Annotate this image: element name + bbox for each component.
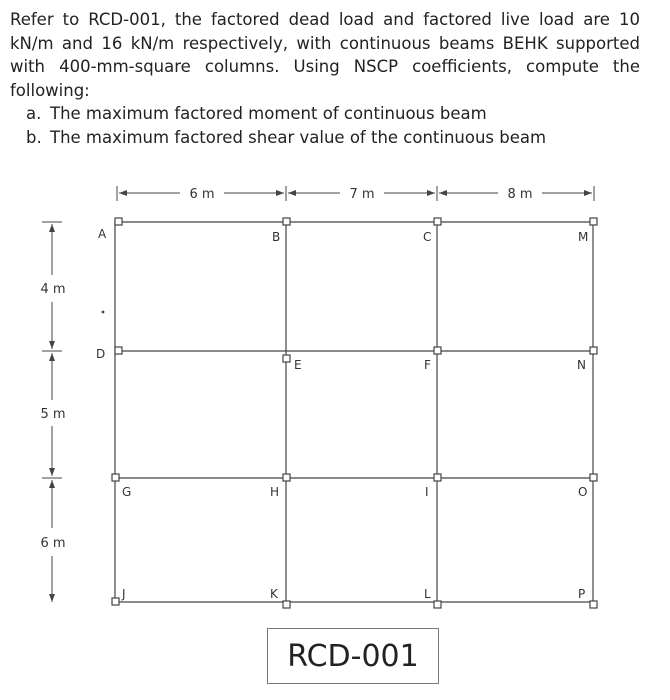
node-label-C: C xyxy=(423,230,432,244)
arrow-x-3r xyxy=(584,190,592,196)
dim-label-span-3: 8 m xyxy=(507,187,533,202)
column-N xyxy=(590,347,597,354)
node-label-H: H xyxy=(270,485,280,499)
column-L xyxy=(434,601,441,608)
dim-label-row-3: 6 m xyxy=(40,536,66,551)
dim-label-row-2: 5 m xyxy=(40,407,66,422)
column-M xyxy=(590,218,597,225)
node-label-I: I xyxy=(425,485,429,499)
node-labels xyxy=(96,227,588,601)
node-label-M: M xyxy=(578,230,589,244)
grid-lines xyxy=(115,222,593,602)
column-J xyxy=(112,598,119,605)
column-C xyxy=(434,218,441,225)
arrow-y-2b xyxy=(49,468,55,476)
node-label-K: K xyxy=(270,587,278,601)
column-D xyxy=(115,347,122,354)
question-a-marker: a. xyxy=(26,104,42,123)
node-label-O: O xyxy=(578,485,588,499)
column-F xyxy=(434,347,441,354)
arrow-x-1l xyxy=(119,190,127,196)
column-O xyxy=(590,474,597,481)
dim-label-row-1: 4 m xyxy=(40,282,66,297)
column-G xyxy=(112,474,119,481)
node-label-L: L xyxy=(424,587,431,601)
question-a-text: The maximum factored moment of continuous beam xyxy=(50,104,487,123)
column-K xyxy=(283,601,290,608)
columns xyxy=(112,218,597,608)
column-I xyxy=(434,474,441,481)
node-label-E: E xyxy=(294,358,302,372)
question-b-text: The maximum factored shear value of the continuous beam xyxy=(50,127,547,147)
arrow-x-2l xyxy=(288,190,296,196)
arrow-y-3t xyxy=(49,480,55,488)
arrow-x-2r xyxy=(427,190,435,196)
arrow-y-1b xyxy=(49,341,55,349)
arrow-y-1t xyxy=(49,224,55,232)
node-label-D: D xyxy=(96,347,106,361)
dim-label-span-1: 6 m xyxy=(189,187,215,202)
arrow-x-3l xyxy=(439,190,447,196)
arrow-x-1r xyxy=(276,190,284,196)
node-label-A: A xyxy=(98,227,107,241)
problem-statement: Refer to RCD-001, the factored dead load and factored live load are 10 kN/m and 16 kN/m respectively, with continuous beams BEHK supported with 400-mm-square columns. Using NSCP coefficients, compute the following: xyxy=(10,10,640,100)
node-label-B: B xyxy=(272,230,281,244)
column-B xyxy=(283,218,290,225)
node-label-F: F xyxy=(424,358,431,372)
node-label-G: G xyxy=(122,485,132,499)
arrow-y-2t xyxy=(49,353,55,361)
dim-label-span-2: 7 m xyxy=(349,187,375,202)
node-label-J: J xyxy=(122,587,126,601)
figure-caption: RCD-001 xyxy=(267,628,439,684)
arrow-y-3b xyxy=(49,594,55,602)
column-A xyxy=(115,218,122,225)
column-P xyxy=(590,601,597,608)
column-E xyxy=(283,355,290,362)
column-H xyxy=(283,474,290,481)
node-label-P: P xyxy=(578,587,586,601)
node-label-N: N xyxy=(577,358,586,372)
stray-dot xyxy=(102,311,105,314)
question-b-marker: b. xyxy=(26,127,42,147)
